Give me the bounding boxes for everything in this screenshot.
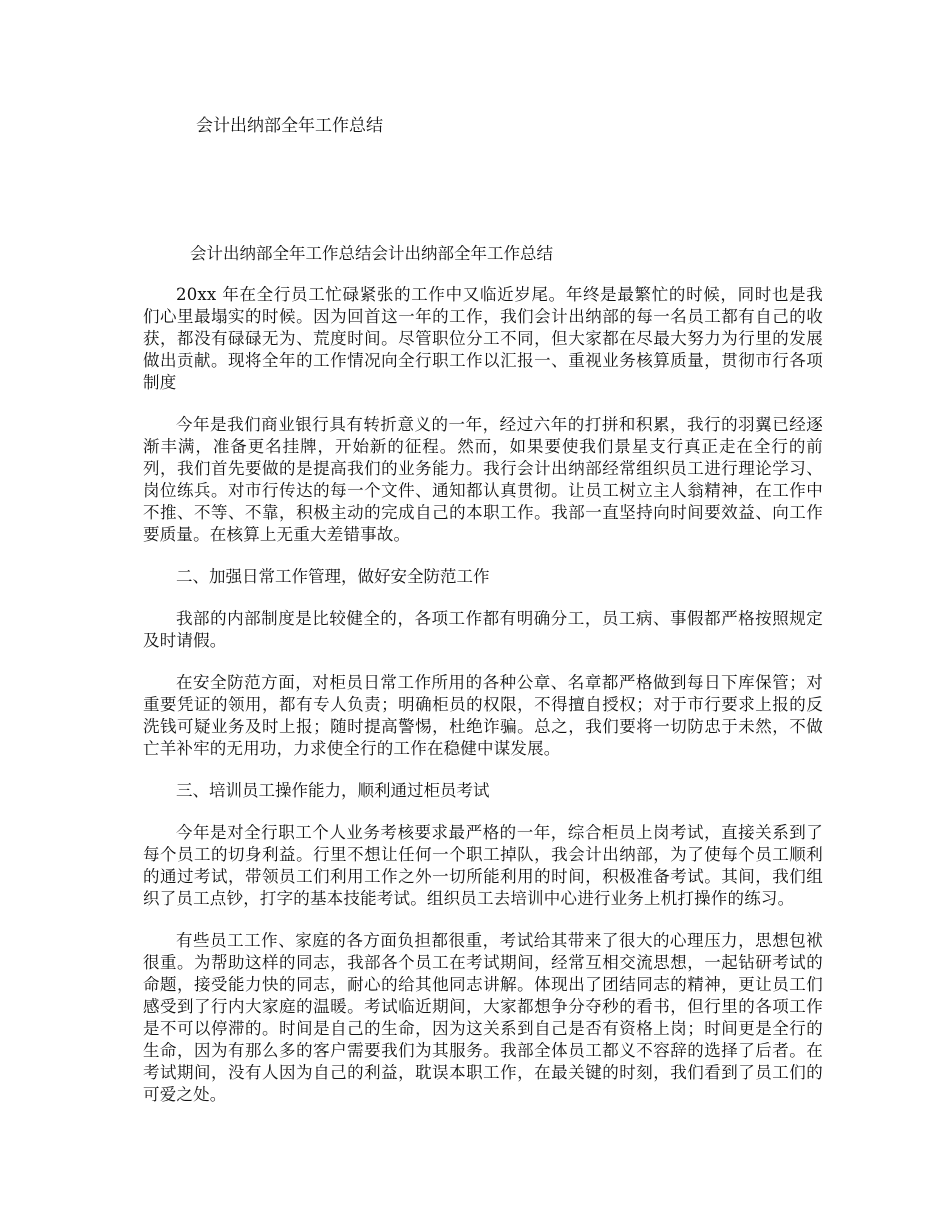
- paragraph-business-accounting: 今年是我们商业银行具有转折意义的一年，经过六年的打拼和积累，我行的羽翼已经逐渐丰满，准备更名挂牌，开始新的征程。然而，如果要使我们景星支行真正走在全行的前列，我们首先要做的是提高我们的业务能力。我行会计出纳部经常组织员工进行理论学习、岗位练兵。对市行传达的每一个文件、通知都认真贯彻。让员工树立主人翁精神，在工作中不推、不等、不靠，积极主动的完成自己的本职工作。我部一直坚持向时间要效益、向工作要质量。在核算上无重大差错事故。: [143, 415, 823, 544]
- paragraph-intro: 20xx 年在全行员工忙碌紧张的工作中又临近岁尾。年终是最繁忙的时候，同时也是我们心里最塌实的时候。因为回首这一年的工作，我们会计出纳部的每一名员工都有自己的收获，都没有碌碌无为、荒度时间。尽管职位分工不同，但大家都在尽最大努力为行里的发展做出贡献。现将全年的工作情况向全行职工作以汇报一、重视业务核算质量，贯彻市行各项制度: [143, 285, 823, 392]
- document-title: 会计出纳部全年工作总结: [196, 116, 383, 136]
- section-heading-training: 三、培训员工操作能力，顺利通过柜员考试: [176, 781, 490, 800]
- paragraph-internal-rules: 我部的内部制度是比较健全的，各项工作都有明确分工，员工病、事假都严格按照规定及时请假。: [143, 609, 823, 650]
- paragraph-assessment: 今年是对全行职工个人业务考核要求最严格的一年，综合柜员上岗考试，直接关系到了每个员工的切身利益。行里不想让任何一个职工掉队，我会计出纳部，为了使每个员工顺利的通过考试，带领员工们利用工作之外一切所能利用的时间，积极准备考试。其间，我们组织了员工点钞，打字的基本技能考试。组织员工去培训中心进行业务上机打操作的练习。: [143, 823, 823, 908]
- section-heading-daily-management: 二、加强日常工作管理，做好安全防范工作: [176, 567, 490, 586]
- paragraph-teamwork: 有些员工工作、家庭的各方面负担都很重，考试给其带来了很大的心理压力，思想包袱很重。为帮助这样的同志，我部各个员工在考试期间，经常互相交流思想，一起钻研考试的命题，接受能力快的同志，耐心的给其他同志讲解。体现出了团结同志的精神，更让员工们感受到了行内大家庭的温暖。考试临近期间，大家都想争分夺秒的看书，但行里的各项工作是不可以停滞的。时间是自己的生命，因为这关系到自己是否有资格上岗；时间更是全行的生命，因为有那么多的客户需要我们为其服务。我部全体员工都义不容辞的选择了后者。在考试期间，没有人因为自己的利益，耽误本职工作，在最关键的时刻，我们看到了员工们的可爱之处。: [143, 931, 823, 1104]
- paragraph-security: 在安全防范方面，对柜员日常工作所用的各种公章、名章都严格做到每日下库保管；对重要凭证的领用，都有专人负责；明确柜员的权限，不得擅自授权；对于市行要求上报的反洗钱可疑业务及时上报；随时提高警惕，杜绝诈骗。总之，我们要将一切防忠于未然，不做亡羊补牢的无用功，力求使全行的工作在稳健中谋发展。: [143, 673, 823, 758]
- document-body: [143, 284, 823, 1126]
- main-heading: 会计出纳部全年工作总结会计出纳部全年工作总结: [190, 244, 553, 263]
